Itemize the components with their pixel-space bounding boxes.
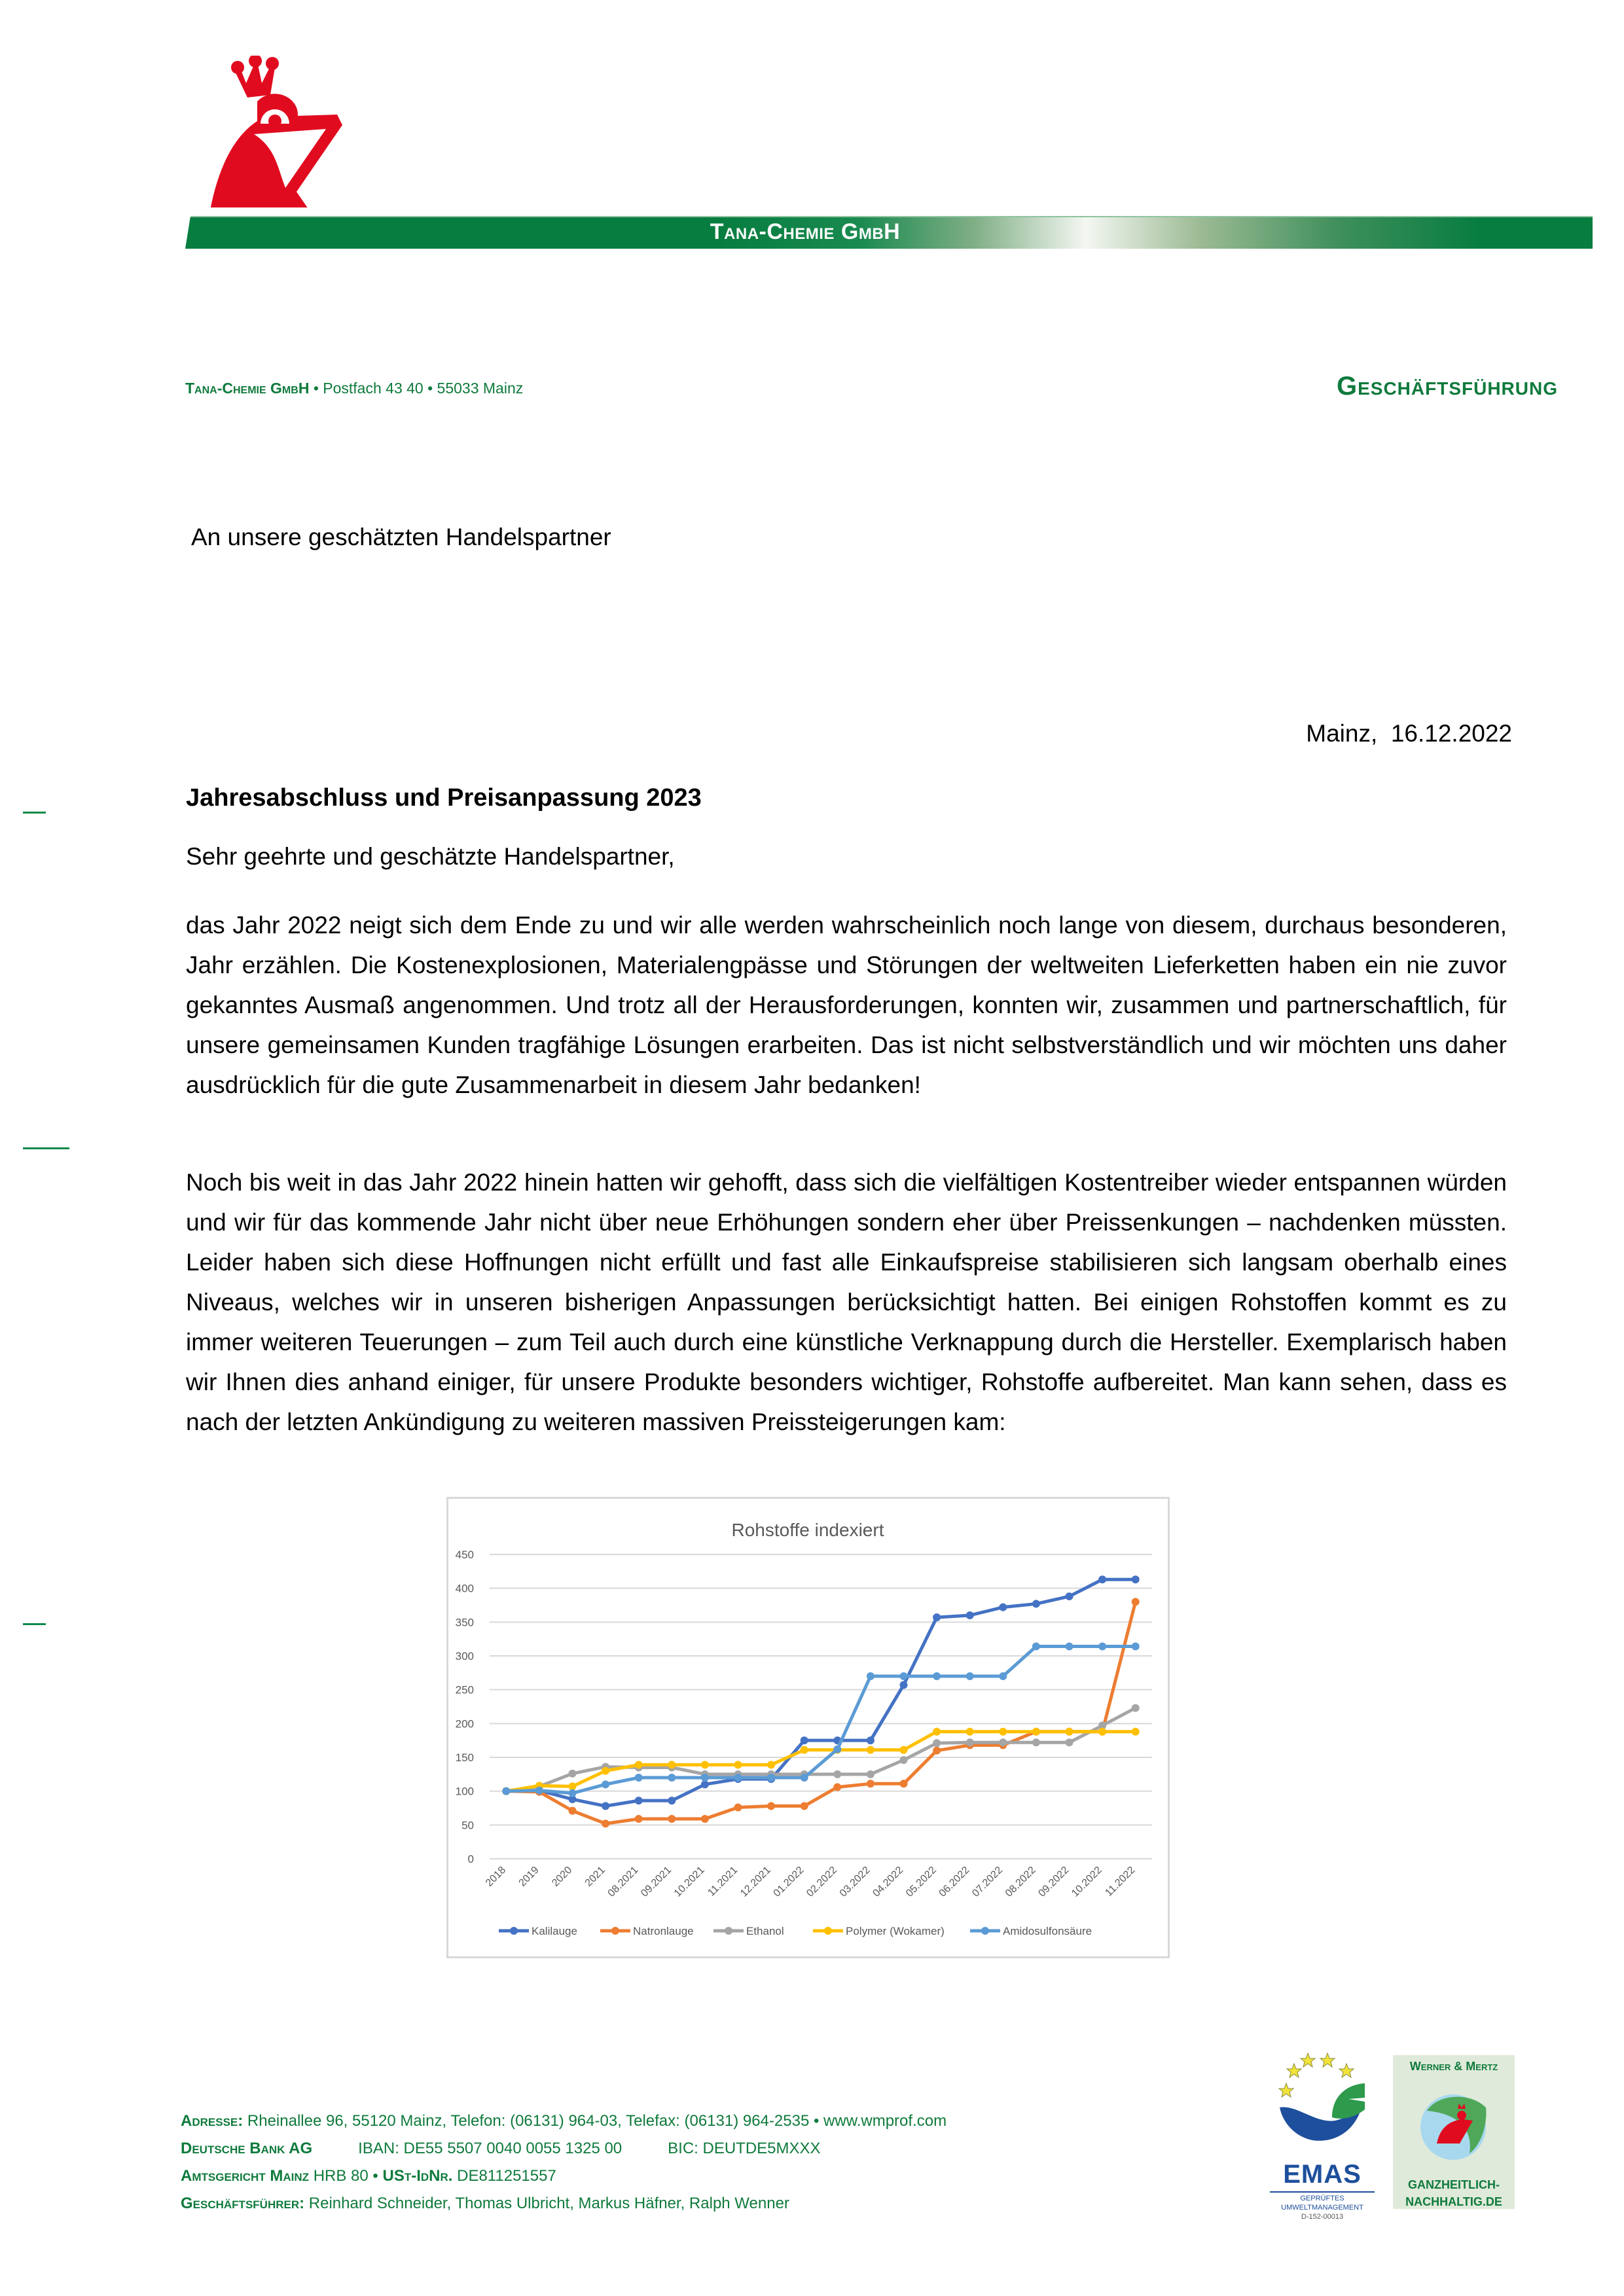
recipient: An unsere geschätzten Handelspartner — [191, 524, 611, 550]
paragraph-1: das Jahr 2022 neigt sich dem Ende zu und wir alle werden wahrscheinlich noch lange von diesem, durchaus besonderen, Jahr erzählen. Die Kostenexplosionen, Materialengpässe und Störungen der weltweiten Lieferketten haben ein nie zuvor gekanntes Ausmaß angenommen. Und trotz all der Herausforderungen, konnten wir, zusammen und partnerschaftlich, für unsere gemeinsamen Kunden tragfähige Lösungen erarbeiten. Das ist nicht selbstverständlich und wir möchten uns daher ausdrücklich für die gute Zusammenarbeit in diesem Jahr bedanken! — [186, 912, 1507, 1098]
data-point — [867, 1746, 875, 1754]
data-point — [999, 1604, 1007, 1611]
data-point — [1132, 1598, 1140, 1605]
footer-address: Rheinallee 96, 55120 Mainz, Telefon: (06131) 964-03, Telefax: (06131) 964-2535 • www.wmprof.com — [243, 2112, 947, 2130]
x-tick-label: 03.2022 — [837, 1864, 873, 1899]
data-point — [1098, 1643, 1106, 1651]
paragraph-2: Noch bis weit in das Jahr 2022 hinein hatten wir gehofft, dass sich die vielfältigen Kostentreiber wieder entspannen würden und wir für das kommende Jahr nicht über neue Erhöhungen sondern eher über Preissenkungen – nachdenken müssten. Leider haben sich diese Hoffnungen nicht erfüllt und fast alle Einkaufspreise stabilisieren sich langsam oberhalb eines Niveaus, welches wir in unseren bisherigen Anpassungen berücksichtigt hatten. Bei einigen Rohstoffen kommt es zu immer weiteren Teuerungen – zum Teil auch durch eine künstliche Verknappung durch die Hersteller. Exemplarisch haben wir Ihnen dies anhand einiger, für unsere Produkte besonders wichtiger, Rohstoffe aufbereitet. Man kann sehen, dass es nach der letzten Ankündigung zu weiteren massiven Preissteigerungen kam: — [186, 1169, 1507, 1435]
data-point — [1066, 1643, 1074, 1651]
x-tick-label: 11.2022 — [1103, 1864, 1138, 1899]
x-tick-label: 2018 — [483, 1864, 509, 1889]
data-point — [933, 1613, 941, 1621]
data-point — [767, 1761, 775, 1768]
data-point — [900, 1681, 908, 1689]
x-tick-label: 10.2021 — [672, 1864, 707, 1899]
data-point — [767, 1774, 775, 1782]
data-point — [867, 1780, 875, 1787]
data-point — [1098, 1575, 1106, 1583]
data-point — [668, 1797, 676, 1804]
x-tick-label: 09.2022 — [1036, 1864, 1072, 1899]
footer-vat-value: DE811251557 — [452, 2167, 556, 2185]
data-point — [966, 1672, 974, 1680]
footer-managers: Reinhard Schneider, Thomas Ulbricht, Markus Häfner, Ralph Wenner — [304, 2195, 789, 2212]
data-point — [999, 1738, 1007, 1746]
data-point — [569, 1807, 577, 1815]
data-point — [1032, 1728, 1040, 1736]
legend-label: Kalilauge — [532, 1925, 577, 1937]
data-point — [1032, 1600, 1040, 1607]
data-point — [933, 1747, 941, 1755]
data-point — [635, 1815, 643, 1823]
y-tick-label: 150 — [455, 1751, 474, 1764]
data-point — [701, 1761, 709, 1768]
data-point — [602, 1820, 609, 1827]
data-point — [635, 1774, 643, 1782]
data-point — [801, 1736, 808, 1744]
fold-mark-top — [23, 812, 46, 814]
sender-return-address — [185, 380, 523, 397]
x-tick-label: 04.2022 — [871, 1864, 906, 1899]
data-point — [602, 1767, 609, 1775]
data-point — [833, 1783, 841, 1791]
emas-caption-line-2: UMWELTMANAGEMENT — [1281, 2204, 1363, 2212]
legend-marker — [824, 1927, 832, 1935]
footer-court-value: HRB 80 • — [309, 2167, 383, 2185]
data-point — [966, 1738, 974, 1746]
footer-managers-line — [181, 2190, 947, 2217]
sender-company: Tana-Chemie GmbH — [185, 380, 310, 397]
x-tick-label: 2019 — [516, 1864, 541, 1889]
footer-address-line — [181, 2108, 947, 2135]
data-point — [569, 1770, 577, 1778]
emas-caption — [1270, 2191, 1375, 2221]
data-point — [1066, 1592, 1074, 1600]
data-point — [1132, 1643, 1140, 1651]
legend-label: Ethanol — [746, 1925, 784, 1937]
y-tick-label: 0 — [467, 1853, 474, 1865]
data-point — [602, 1780, 609, 1788]
data-point — [1066, 1728, 1074, 1736]
x-tick-label: 05.2022 — [904, 1864, 939, 1899]
data-point — [867, 1672, 875, 1680]
data-point — [701, 1774, 709, 1782]
footer-bank-line — [181, 2135, 947, 2162]
data-point — [734, 1761, 742, 1768]
series-line — [506, 1602, 1135, 1823]
y-tick-label: 400 — [455, 1582, 474, 1595]
x-tick-label: 06.2022 — [937, 1864, 972, 1899]
x-tick-label: 07.2022 — [970, 1864, 1005, 1899]
data-point — [1032, 1738, 1040, 1746]
data-point — [668, 1774, 676, 1782]
footer-court-label: Amtsgericht Mainz — [181, 2167, 310, 2185]
legend-marker — [981, 1927, 989, 1935]
y-tick-label: 250 — [455, 1683, 474, 1696]
y-tick-label: 300 — [455, 1650, 474, 1662]
data-point — [900, 1756, 908, 1764]
footer — [181, 2108, 947, 2217]
y-tick-label: 350 — [455, 1616, 474, 1629]
sender-postal-address: • Postfach 43 40 • 55033 Mainz — [309, 380, 524, 397]
data-point — [635, 1797, 643, 1804]
legend-label: Natronlauge — [633, 1925, 694, 1937]
x-tick-label: 08.2021 — [605, 1864, 641, 1899]
data-point — [999, 1672, 1007, 1680]
legend-marker — [510, 1927, 518, 1935]
x-tick-label: 12.2021 — [738, 1864, 773, 1899]
footer-bank-label: Deutsche Bank AG — [181, 2140, 313, 2157]
x-tick-label: 08.2022 — [1003, 1864, 1038, 1899]
y-tick-label: 100 — [455, 1785, 474, 1798]
data-point — [1132, 1704, 1140, 1712]
footer-managers-label: Geschäftsführer: — [181, 2195, 305, 2212]
data-point — [1066, 1738, 1074, 1746]
emas-caption-line-1: GEPRÜFTES — [1300, 2195, 1344, 2202]
x-tick-label: 09.2021 — [639, 1864, 674, 1899]
legend-label: Amidosulfonsäure — [1003, 1925, 1092, 1937]
salutation: Sehr geehrte und geschätzte Handelspartner, — [186, 843, 675, 870]
letter-subject: Jahresabschluss und Preisanpassung 2023 — [186, 784, 702, 812]
legend-marker — [611, 1927, 619, 1935]
raw-materials-index-chart — [446, 1497, 1170, 1958]
y-tick-label: 50 — [461, 1819, 474, 1832]
x-tick-label: 2020 — [550, 1864, 575, 1889]
data-point — [833, 1746, 841, 1753]
fold-mark-bottom — [23, 1623, 46, 1625]
emas-registration: D-152-00013 — [1301, 2213, 1344, 2221]
data-point — [734, 1774, 742, 1782]
data-point — [701, 1780, 709, 1788]
x-tick-label: 11.2021 — [706, 1864, 740, 1899]
data-point — [1098, 1728, 1106, 1736]
emas-wordmark: EMAS — [1283, 2160, 1362, 2189]
data-point — [767, 1802, 775, 1810]
data-point — [867, 1736, 875, 1744]
data-point — [999, 1728, 1007, 1736]
data-point — [569, 1782, 577, 1790]
data-point — [569, 1789, 577, 1797]
data-point — [602, 1802, 609, 1810]
data-point — [900, 1672, 908, 1680]
x-tick-label: 01.2022 — [771, 1864, 806, 1899]
tana-frog-logo-icon — [208, 56, 369, 207]
data-point — [1132, 1728, 1140, 1736]
company-band-title: Tana-Chemie GmbH — [710, 219, 901, 244]
data-point — [668, 1761, 676, 1768]
y-tick-label: 450 — [455, 1549, 474, 1561]
data-point — [900, 1746, 908, 1754]
data-point — [867, 1770, 875, 1778]
data-point — [933, 1739, 941, 1747]
footer-address-label: Adresse: — [181, 2112, 244, 2130]
footer-iban: IBAN: DE55 5507 0040 0055 1325 00 — [358, 2140, 623, 2157]
series-line — [506, 1647, 1135, 1793]
werner-mertz-slogan — [1393, 2176, 1515, 2210]
x-tick-label: 10.2022 — [1070, 1864, 1104, 1899]
data-point — [966, 1728, 974, 1736]
data-point — [734, 1803, 742, 1811]
data-point — [801, 1802, 808, 1810]
data-point — [801, 1774, 808, 1782]
data-point — [933, 1672, 941, 1680]
data-point — [933, 1728, 941, 1736]
werner-mertz-title: Werner & Mertz — [1409, 2060, 1498, 2073]
letter-date: Mainz, 16.12.2022 — [1306, 720, 1512, 747]
data-point — [833, 1770, 841, 1778]
data-point — [701, 1815, 709, 1823]
chart-title: Rohstoffe indexiert — [731, 1520, 884, 1540]
data-point — [801, 1746, 808, 1754]
sustainability-frog-globe-icon — [1411, 2081, 1496, 2166]
legend-marker — [725, 1927, 732, 1935]
punch-mark — [23, 1147, 69, 1149]
footer-register-line — [181, 2162, 947, 2190]
data-point — [900, 1780, 908, 1787]
department-label: Geschäftsführung — [1337, 372, 1558, 401]
data-point — [502, 1787, 510, 1795]
legend-label: Polymer (Wokamer) — [846, 1925, 945, 1937]
data-point — [1132, 1575, 1140, 1583]
data-point — [1032, 1643, 1040, 1651]
footer-vat-label: USt-IdNr. — [382, 2167, 453, 2185]
data-point — [966, 1611, 974, 1619]
footer-bic: BIC: DEUTDE5MXXX — [668, 2140, 821, 2157]
y-tick-label: 200 — [455, 1717, 474, 1731]
x-tick-label: 2021 — [583, 1864, 607, 1889]
data-point — [668, 1815, 676, 1823]
slogan-line-2: NACHHALTIG.DE — [1405, 2195, 1502, 2208]
data-point — [535, 1787, 543, 1795]
data-point — [635, 1761, 643, 1768]
slogan-line-1: GANZHEITLICH- — [1408, 2178, 1500, 2191]
x-tick-label: 02.2022 — [804, 1864, 840, 1899]
